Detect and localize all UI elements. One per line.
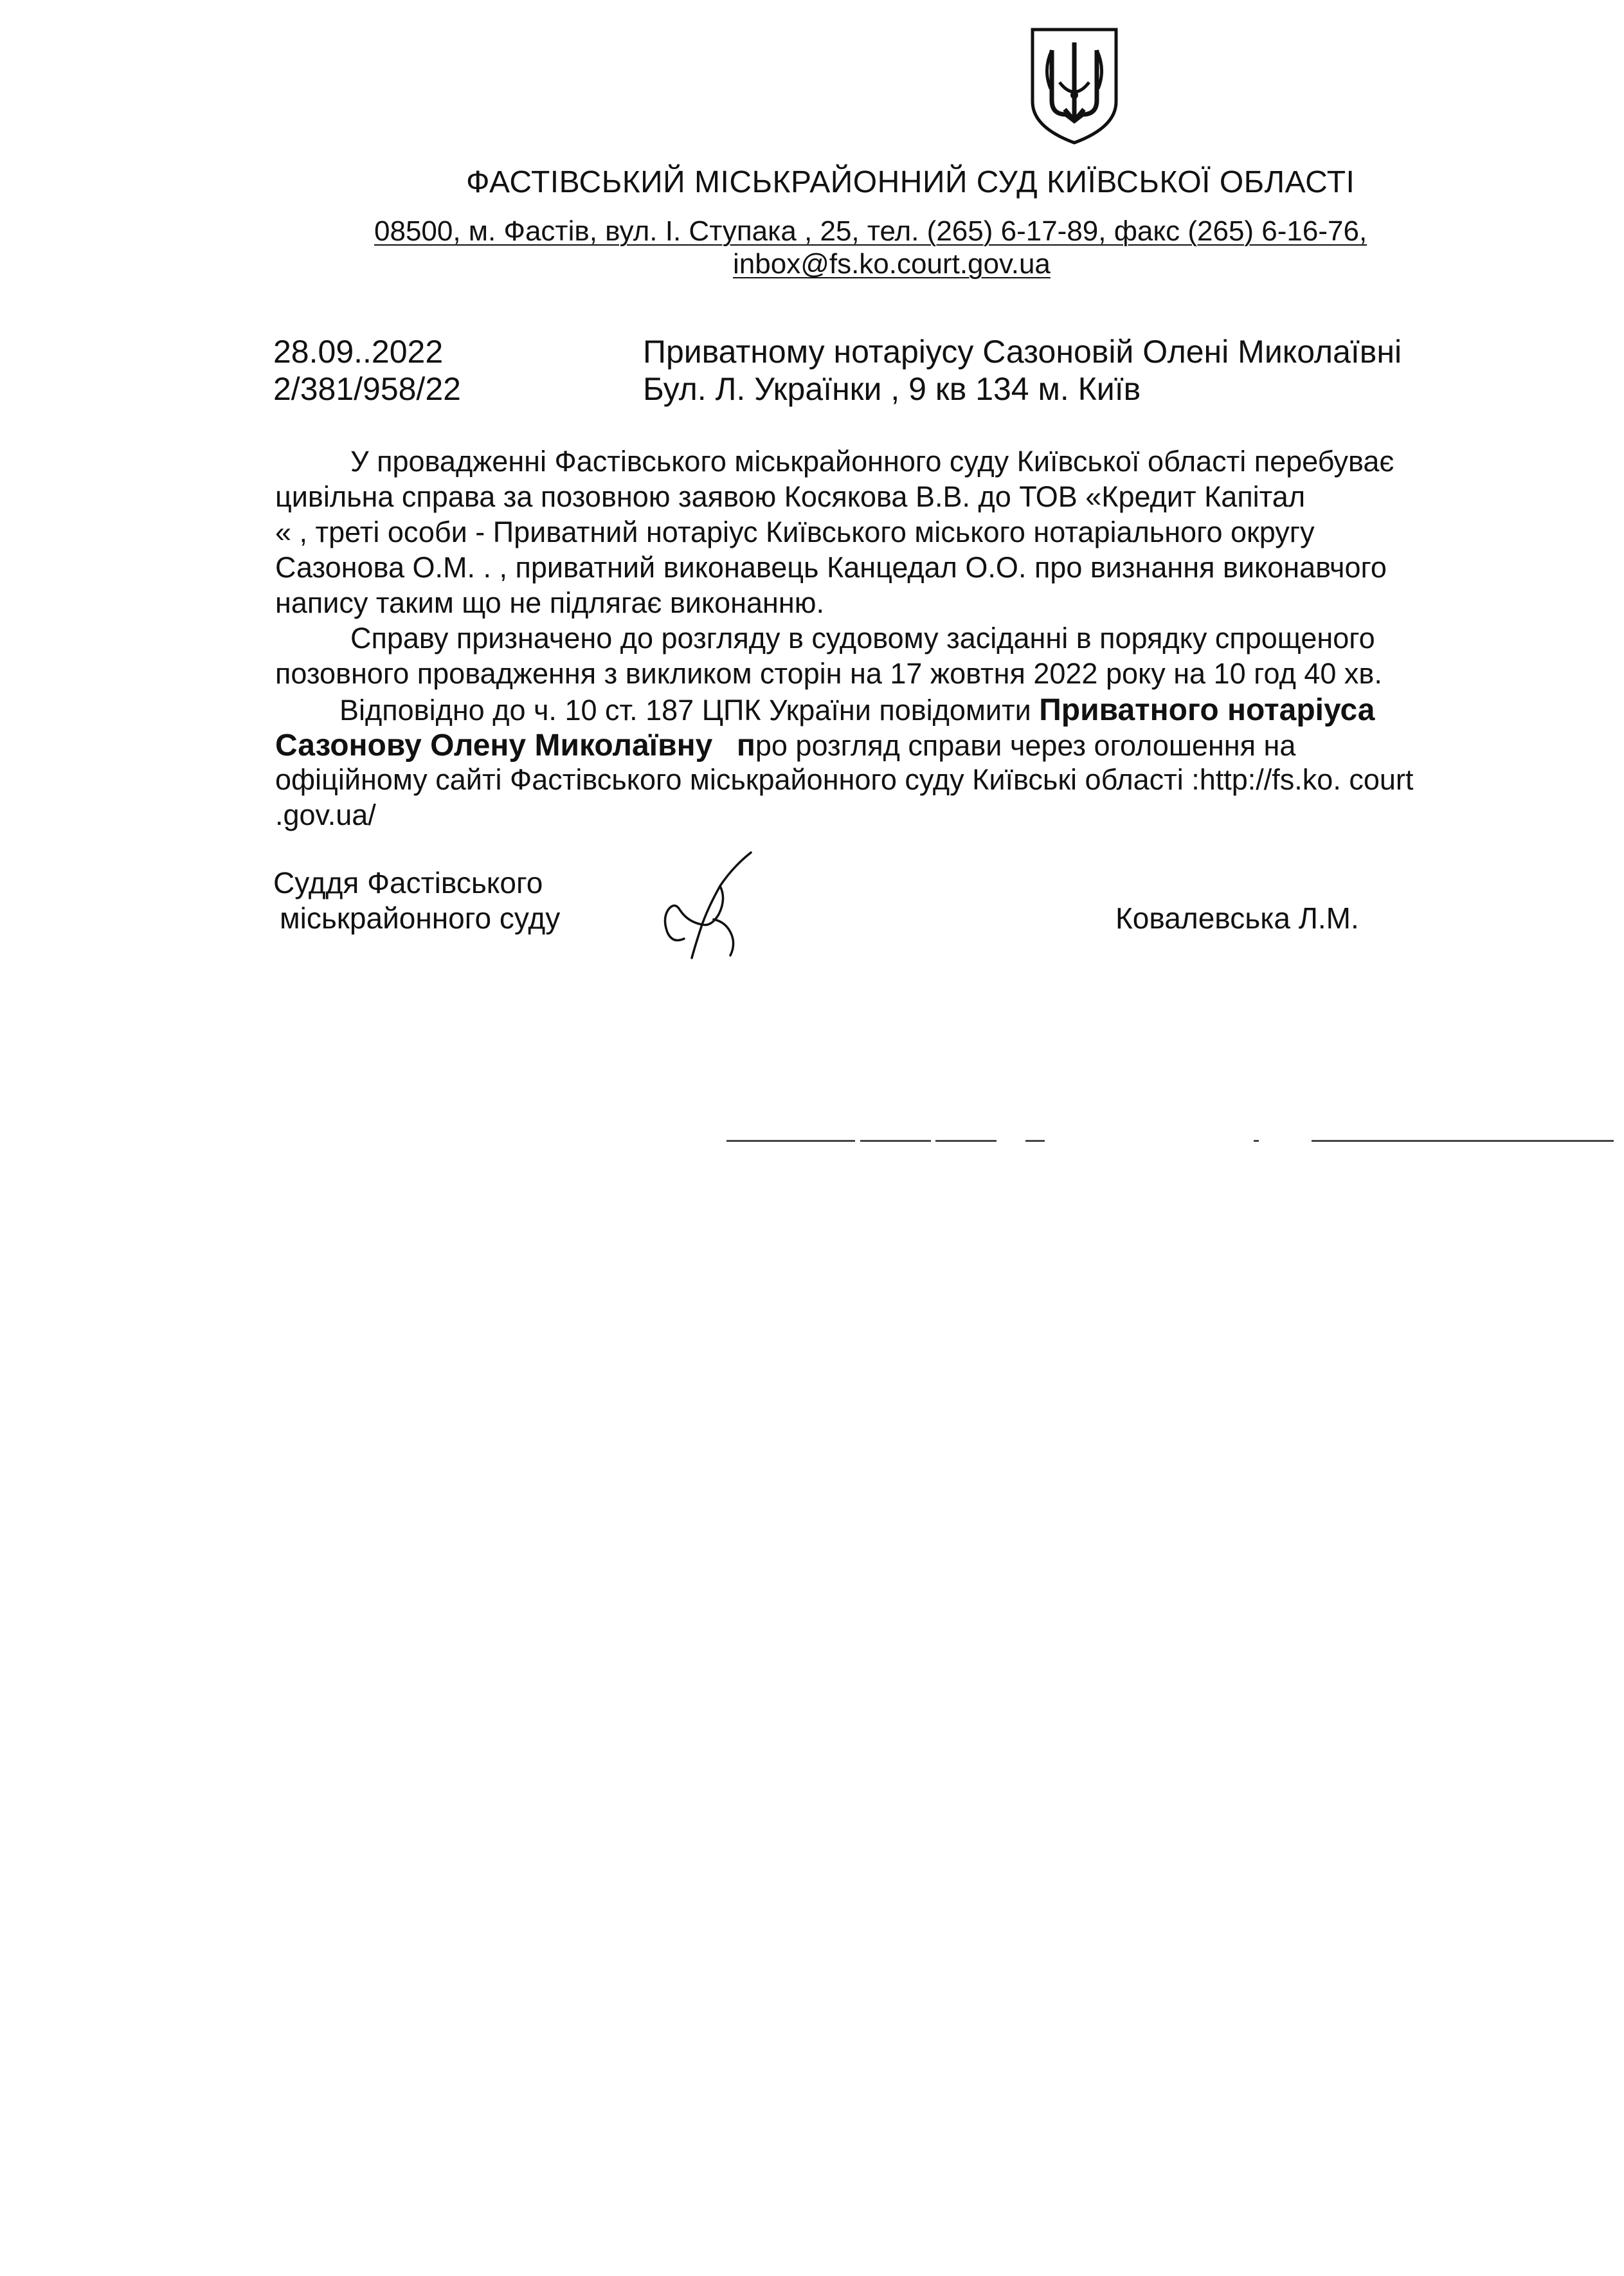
divider: [1312, 1140, 1614, 1142]
body-line: .gov.ua/: [275, 799, 376, 831]
reference-number: 2/381/958/22: [273, 371, 461, 407]
letter-date: 28.09..2022: [273, 334, 444, 370]
body-line: цивільна справа за позовною заявою Косякова В.В. до ТОВ «Кредит Капітал: [275, 480, 1306, 513]
divider: [935, 1140, 997, 1142]
body-text: ро розгляд справи через оголошення на: [755, 729, 1296, 762]
recipient-address: Бул. Л. Українки , 9 кв 134 м. Київ: [643, 371, 1141, 407]
body-line: [275, 728, 1295, 763]
body-text-bold: п: [736, 728, 755, 763]
judge-title: Суддя Фастівського: [273, 866, 543, 899]
court-name: ФАСТІВСЬКИЙ МІСЬКРАЙОННИЙ СУД КИЇВСЬКОЇ ОБЛАСТІ: [466, 165, 1355, 199]
judge-title: міськрайонного суду: [280, 901, 561, 935]
divider: [1025, 1140, 1045, 1142]
body-line: [339, 692, 1375, 728]
body-line: « , треті особи - Приватний нотаріус Київського міського нотаріального округу: [275, 516, 1315, 548]
body-line: офіційному сайті Фастівського міськрайонного суду Київські області :http://fs.ko. court: [275, 763, 1414, 796]
body-text: Відповідно до ч. 10 ст. 187 ЦПК України повідомити: [339, 694, 1040, 727]
divider: [860, 1140, 931, 1142]
body-text-bold: Сазонову Олену Миколаївну: [275, 728, 713, 763]
court-email: inbox@fs.ko.court.gov.ua: [733, 248, 1051, 280]
body-line: Сазонова О.М. . , приватний виконавець Канцедал О.О. про визнання виконавчого: [275, 551, 1387, 584]
body-line: У провадженні Фастівського міськрайонного суду Київської області перебуває: [350, 445, 1394, 478]
court-address: 08500, м. Фастів, вул. І. Ступака , 25, тел. (265) 6-17-89, факс (265) 6-16-76,: [374, 215, 1367, 247]
signature-image: [649, 847, 765, 963]
judge-name: Ковалевська Л.М.: [1115, 901, 1359, 935]
recipient-name: Приватному нотаріусу Сазоновій Олені Миколаївні: [643, 334, 1402, 370]
divider: [1254, 1140, 1259, 1142]
body-line: Справу призначено до розгляду в судовому засіданні в порядку спрощеного: [350, 622, 1375, 655]
body-line: позовного провадження з викликом сторін на 17 жовтня 2022 року на 10 год 40 хв.: [275, 657, 1382, 690]
divider: [726, 1140, 855, 1142]
body-line: напису таким що не підлягає виконанню.: [275, 586, 824, 619]
ukraine-trident-icon: [1027, 24, 1121, 147]
body-text-bold: Приватного нотаріуса: [1039, 693, 1375, 727]
